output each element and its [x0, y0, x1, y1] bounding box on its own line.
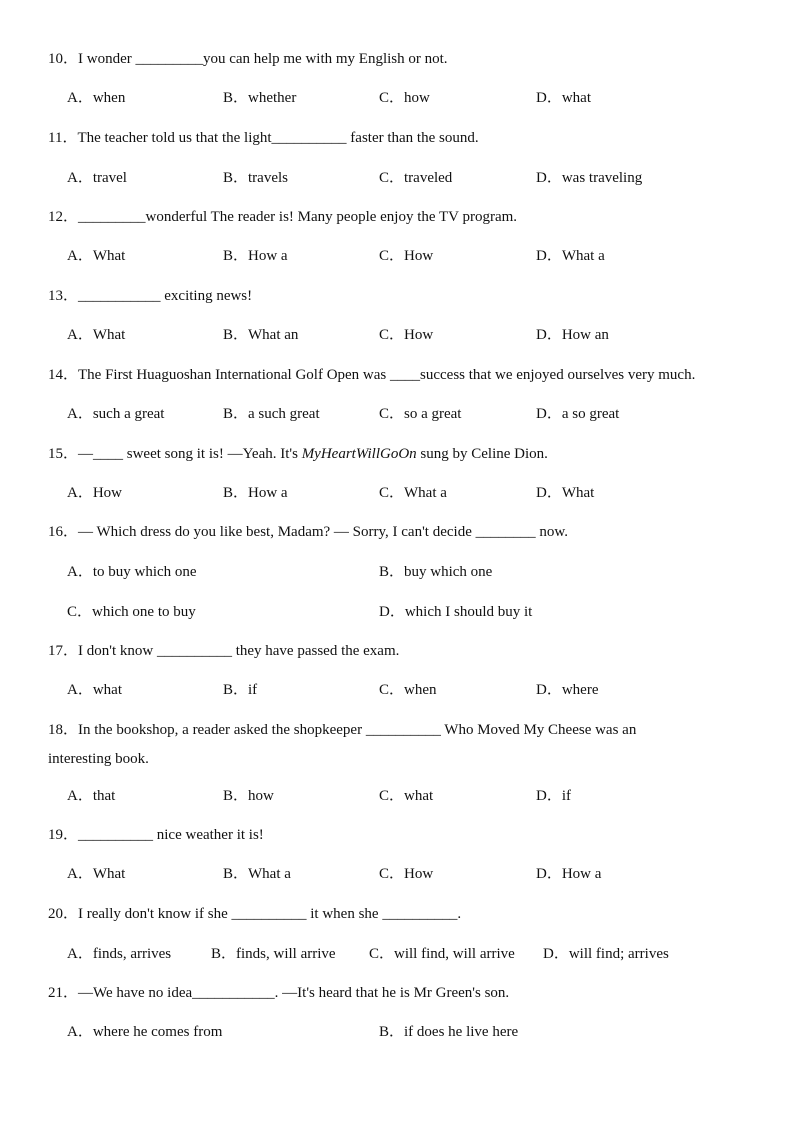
question-16-option-a: A．to buy which one: [67, 564, 197, 580]
question-13-option-c: C．How: [379, 327, 434, 343]
question-17-option-b: B．if: [223, 682, 258, 698]
question-20-stem: 20．I really don't know if she __________ it when she __________.: [48, 906, 462, 922]
question-15-stem: [48, 444, 548, 464]
question-15-option-d: D．What: [536, 485, 595, 501]
question-10-option-b: B．whether: [223, 90, 297, 106]
question-11-option-c: C．traveled: [379, 170, 453, 186]
question-10-stem: 10．I wonder _________you can help me with my English or not.: [48, 51, 448, 67]
question-19-option-a: A．What: [67, 866, 126, 882]
question-15-stem-part-2: sung by Celine Dion.: [416, 446, 548, 462]
question-11-option-a: A．travel: [67, 170, 127, 186]
question-19-stem: 19．__________ nice weather it is!: [48, 827, 264, 843]
question-13-stem: 13．___________ exciting news!: [48, 288, 253, 304]
question-10-option-a: A．when: [67, 90, 126, 106]
question-15-option-a: A．How: [67, 485, 122, 501]
question-17-option-a: A．what: [67, 682, 122, 698]
question-13-option-b: B．What an: [223, 327, 299, 343]
question-12-option-a: A．What: [67, 248, 126, 264]
question-12-option-b: B．How a: [223, 248, 288, 264]
question-11-option-d: D．was traveling: [536, 170, 643, 186]
question-10-option-d: D．what: [536, 90, 591, 106]
question-18-stem-continued: interesting book.: [48, 751, 149, 767]
question-16-option-d: D．which I should buy it: [379, 604, 533, 620]
question-20-option-b: B．finds, will arrive: [211, 946, 336, 962]
question-12-stem: 12．_________wonderful The reader is! Many people enjoy the TV program.: [48, 209, 518, 225]
question-18-option-a: A．that: [67, 788, 116, 804]
question-15-stem-part-1: 15．—____ sweet song it is! —Yeah. It's: [48, 446, 302, 462]
question-11-option-b: B．travels: [223, 170, 288, 186]
question-19-option-b: B．What a: [223, 866, 291, 882]
question-19-option-d: D．How a: [536, 866, 602, 882]
question-21-option-b: B．if does he live here: [379, 1024, 519, 1040]
question-13-option-a: A．What: [67, 327, 126, 343]
question-20-option-d: D．will find; arrives: [543, 946, 669, 962]
question-17-option-d: D．where: [536, 682, 599, 698]
question-12-option-c: C．How: [379, 248, 434, 264]
question-18-option-d: D．if: [536, 788, 571, 804]
question-13-option-d: D．How an: [536, 327, 609, 343]
question-20-option-c: C．will find, will arrive: [369, 946, 515, 962]
question-12-option-d: D．What a: [536, 248, 605, 264]
question-11-stem: 11．The teacher told us that the light__________ faster than the sound.: [48, 130, 479, 146]
question-21-stem: 21．—We have no idea___________. —It's heard that he is Mr Green's son.: [48, 985, 510, 1001]
question-16-stem: 16．— Which dress do you like best, Madam? — Sorry, I can't decide ________ now.: [48, 524, 568, 540]
question-18-option-c: C．what: [379, 788, 434, 804]
question-21-option-a: A．where he comes from: [67, 1024, 223, 1040]
question-17-option-c: C．when: [379, 682, 437, 698]
question-14-option-b: B．a such great: [223, 406, 320, 422]
question-14-option-d: D．a so great: [536, 406, 620, 422]
question-14-option-c: C．so a great: [379, 406, 462, 422]
question-18-stem: 18．In the bookshop, a reader asked the shopkeeper __________ Who Moved My Cheese was an: [48, 722, 637, 738]
question-16-option-b: B．buy which one: [379, 564, 493, 580]
question-14-option-a: A．such a great: [67, 406, 165, 422]
question-16-option-c: C．which one to buy: [67, 604, 196, 620]
question-20-option-a: A．finds, arrives: [67, 946, 172, 962]
question-10-option-c: C．how: [379, 90, 430, 106]
question-15-option-b: B．How a: [223, 485, 288, 501]
question-17-stem: 17．I don't know __________ they have passed the exam.: [48, 643, 400, 659]
question-14-stem: 14．The First Huaguoshan International Golf Open was ____success that we enjoyed ourselves very much.: [48, 367, 696, 383]
question-15-option-c: C．What a: [379, 485, 447, 501]
question-19-option-c: C．How: [379, 866, 434, 882]
question-18-option-b: B．how: [223, 788, 274, 804]
question-15-song-title: MyHeartWillGoOn: [301, 446, 417, 462]
